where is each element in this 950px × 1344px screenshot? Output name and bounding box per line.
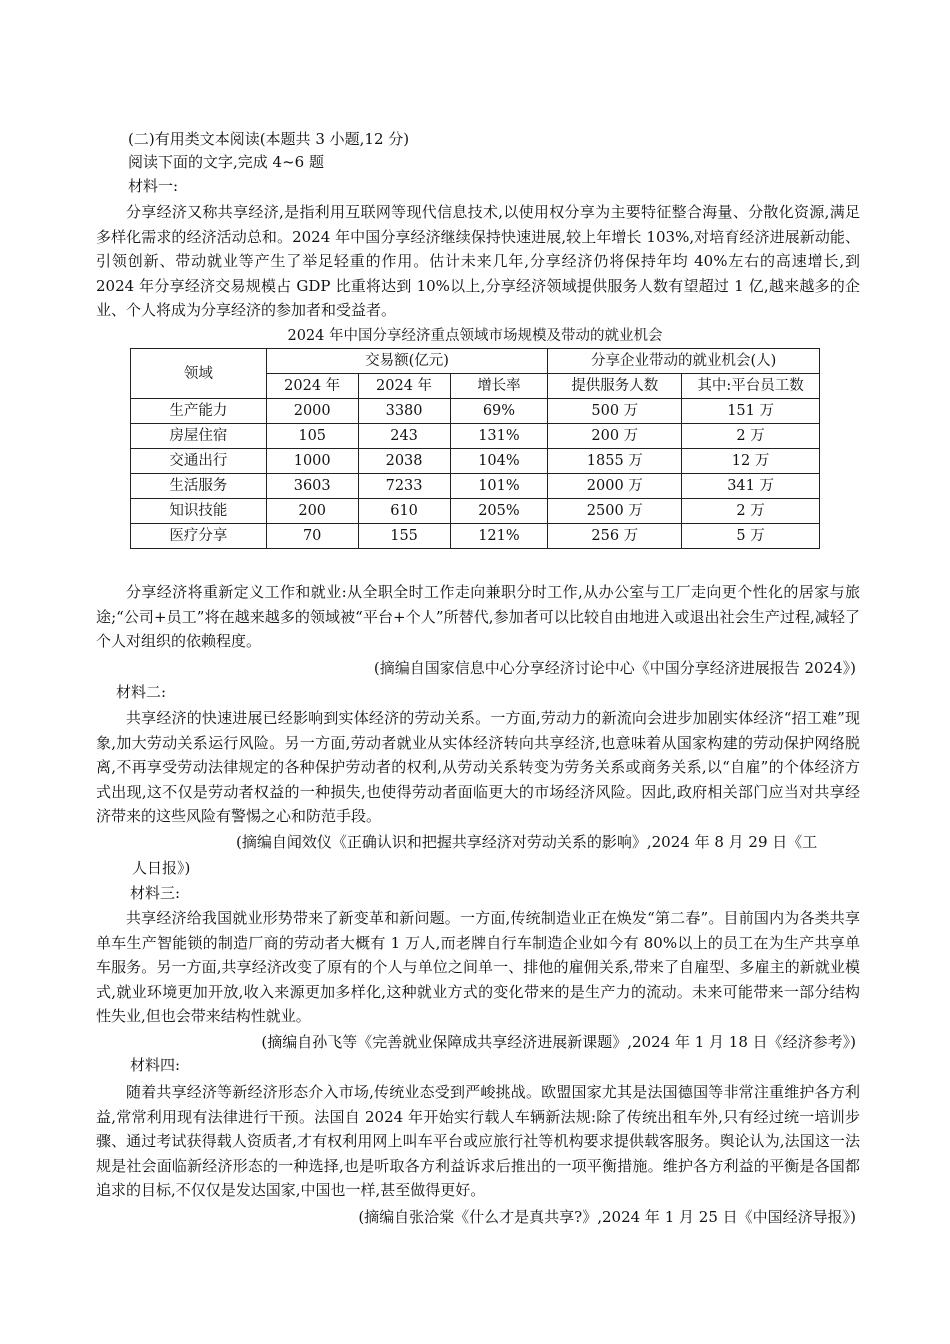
- material1-source: (摘编自国家信息中心分享经济讨论中心《中国分享经济进展报告 2024》): [373, 659, 856, 677]
- table-cell: 200: [266, 499, 358, 524]
- material3-source: (摘编自孙飞等《完善就业保障成共享经济进展新课题》,2024 年 1 月 18 日《经济参考》): [261, 1033, 856, 1051]
- table-cell: 341 万: [682, 474, 820, 499]
- table-cell: 610: [358, 499, 450, 524]
- table-cell: 104%: [450, 449, 548, 474]
- table-cell: 3603: [266, 474, 358, 499]
- table-cell: 5 万: [682, 524, 820, 549]
- table-cell: 生活服务: [131, 474, 267, 499]
- table-cell: 131%: [450, 424, 548, 449]
- header-field: 领域: [131, 349, 267, 399]
- table-caption: 2024 年中国分享经济重点领域市场规模及带动的就业机会: [287, 328, 663, 344]
- table-cell: 医疗分享: [131, 524, 267, 549]
- subheader-year-2: 2024 年: [358, 374, 450, 399]
- table-row: [131, 474, 820, 499]
- table-cell: 2000: [266, 399, 358, 424]
- table-cell: 3380: [358, 399, 450, 424]
- table-cell: 2038: [358, 449, 450, 474]
- table-cell: 2 万: [682, 424, 820, 449]
- table-cell: 生产能力: [131, 399, 267, 424]
- material2-label: 材料二:: [116, 683, 167, 701]
- table-cell: 105: [266, 424, 358, 449]
- table-cell: 200 万: [548, 424, 682, 449]
- table-cell: 2 万: [682, 499, 820, 524]
- material2-source-line1: (摘编自闻效仪《正确认识和把握共享经济对劳动关系的影响》,2024 年 8 月 29 日《工: [236, 833, 818, 851]
- subheader-year-1: 2024 年: [266, 374, 358, 399]
- table-cell: 交通出行: [131, 449, 267, 474]
- table-row: [131, 449, 820, 474]
- table-cell: 205%: [450, 499, 548, 524]
- material4-label: 材料四:: [130, 1056, 181, 1074]
- table-row: [131, 424, 820, 449]
- table-cell: 房屋住宿: [131, 424, 267, 449]
- table-cell: 2500 万: [548, 499, 682, 524]
- table-cell: 500 万: [548, 399, 682, 424]
- material4-source: (摘编自张洽棠《什么才是真共享?》,2024 年 1 月 25 日《中国经济导报》): [358, 1208, 856, 1226]
- table-row: [131, 499, 820, 524]
- material1-label: 材料一:: [128, 177, 179, 195]
- table-cell: 知识技能: [131, 499, 267, 524]
- table-row: [131, 399, 820, 424]
- market-scale-table: [130, 348, 820, 549]
- subheader-platform-staff: 其中:平台员工数: [682, 374, 820, 399]
- material3-paragraph: 共享经济给我国就业形势带来了新变革和新问题。一方面,传统制造业正在焕发“第二春”。目前国内为各类共享单车生产智能锁的制造厂商的劳动者大概有 1 万人,而老牌自行车制造企业如今有 80%以上的员工在为生产共享单车服务。另一方面,共享经济改变了原有的个人与单位之间单一、排他的雇佣关系,带来了自雇型、多雇主的新就业模式,就业环境更加开放,收入来源更加多样化,这种就业方式的变化带来的是生产力的流动。未来可能带来一部分结构性失业,但也会带来结构性就业。: [96, 909, 860, 1025]
- table-cell: 7233: [358, 474, 450, 499]
- table-cell: 69%: [450, 399, 548, 424]
- material1-paragraph1: 分享经济又称共享经济,是指利用互联网等现代信息技术,以使用权分享为主要特征整合海量、分散化资源,满足多样化需求的经济活动总和。2024 年中国分享经济继续保持快速进展,较上年增长 103%,对培育经济进展新动能、引领创新、带动就业等产生了举足轻重的作用。估计未来几年,分享经济仍将保持年均 40%左右的高速增长,到 2024 年分享经济交易规模占 GDP 比重将达到 10%以上,分享经济领域提供服务人数有望超过 1 亿,越来越多的企业、个人将成为分享经济的参加者和受益者。: [96, 203, 860, 319]
- table-cell: 12 万: [682, 449, 820, 474]
- table-cell: 1000: [266, 449, 358, 474]
- subheader-growth: 增长率: [450, 374, 548, 399]
- table-cell: 256 万: [548, 524, 682, 549]
- table-cell: 70: [266, 524, 358, 549]
- header-job-opportunities: 分享企业带动的就业机会(人): [548, 349, 820, 374]
- table-header-row: [131, 349, 820, 374]
- subheader-providers: 提供服务人数: [548, 374, 682, 399]
- section-heading: (二)有用类文本阅读(本题共 3 小题,12 分): [128, 130, 410, 148]
- header-trade-volume: 交易额(亿元): [266, 349, 548, 374]
- material4-paragraph: 随着共享经济等新经济形态介入市场,传统业态受到严峻挑战。欧盟国家尤其是法国德国等非常注重维护各方利益,常常利用现有法律进行干预。法国自 2024 年开始实行载人车辆新法规:除了传统出租车外,只有经过统一培训步骤、通过考试获得载人资质者,才有权利用网上叫车平台或应旅行社等机构要求提供载客服务。舆论认为,法国这一法规是社会面临新经济形态的一种选择,也是听取各方利益诉求后推出的一项平衡措施。维护各方利益的平衡是各国都追求的目标,不仅仅是发达国家,中国也一样,甚至做得更好。: [96, 1083, 860, 1199]
- table-cell: 243: [358, 424, 450, 449]
- instruction: 阅读下面的文字,完成 4~6 题: [128, 153, 324, 171]
- material3-label: 材料三:: [130, 884, 181, 902]
- table-cell: 2000 万: [548, 474, 682, 499]
- material1-paragraph2: 分享经济将重新定义工作和就业:从全职全时工作走向兼职分时工作,从办公室与工厂走向更个性化的居家与旅途;“公司+员工”将在越来越多的领域被“平台+个人”所替代,参加者可以比较自由地进入或退出社会生产过程,减轻了个人对组织的依赖程度。: [96, 583, 860, 650]
- material2-source-line2: 人日报》): [132, 859, 191, 877]
- table-cell: 121%: [450, 524, 548, 549]
- table-cell: 101%: [450, 474, 548, 499]
- table-cell: 151 万: [682, 399, 820, 424]
- table-cell: 1855 万: [548, 449, 682, 474]
- table-row: [131, 524, 820, 549]
- table-cell: 155: [358, 524, 450, 549]
- material2-paragraph: 共享经济的快速进展已经影响到实体经济的劳动关系。一方面,劳动力的新流向会进步加剧实体经济“招工难”现象,加大劳动关系运行风险。另一方面,劳动者就业从实体经济转向共享经济,也意味着从国家构建的劳动保护网络脱离,不再享受劳动法律规定的各种保护劳动者的权利,从劳动关系转变为劳务关系或商务关系,以“自雇”的个体经济方式出现,这不仅是劳动者权益的一种损失,也使得劳动者面临更大的市场经济风险。因此,政府相关部门应当对共享经济带来的这些风险有警惕之心和防范手段。: [96, 709, 860, 825]
